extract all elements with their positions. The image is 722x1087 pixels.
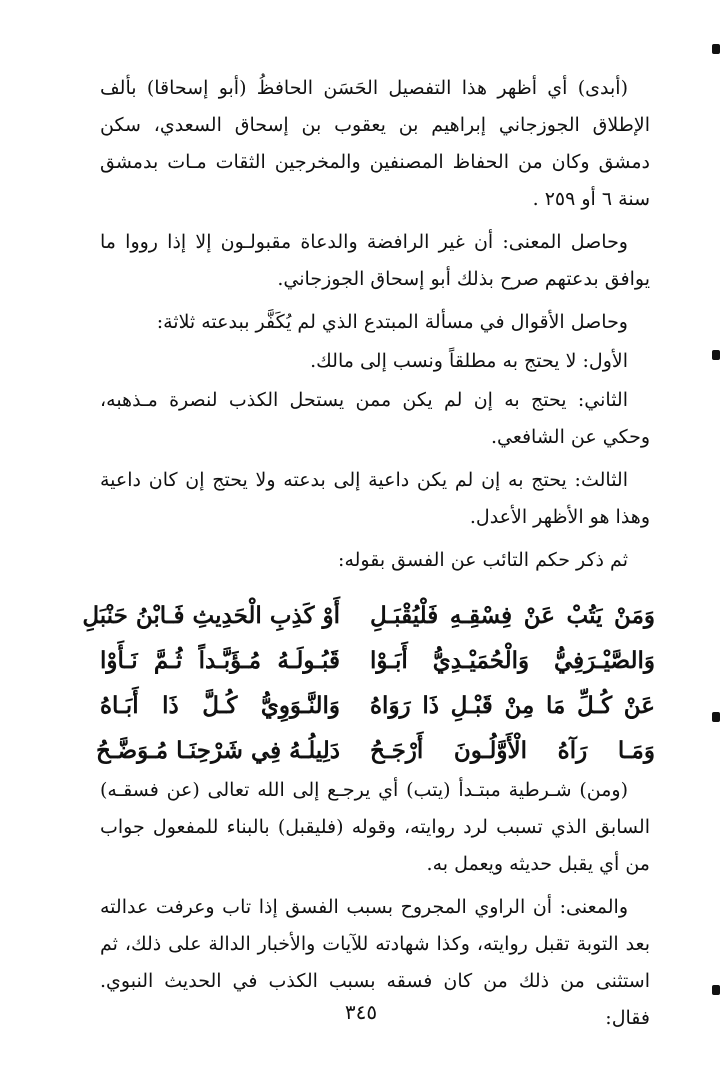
verse-first-hemistich: وَمَنْ يَتُبْ عَنْ فِسْقِـهِ فَلْيُقْبَـلِ bbox=[370, 602, 655, 629]
paragraph-three-opinions: وحاصل الأقوال في مسألة المبتدع الذي لم يُكَفَّر ببدعته ثلاثة: bbox=[156, 311, 628, 333]
verse-second-hemistich: دَلِيلُـهُ فِي شَرْحِنَـا مُـوَضَّـحُ bbox=[96, 737, 340, 764]
margin-mark-bottom bbox=[712, 985, 720, 995]
poem-verses bbox=[82, 593, 655, 773]
verse-first-hemistich: وَالصَّيْـرَفِيُّ وَالْحُمَيْـدِيُّ أَبَـوْا bbox=[370, 647, 655, 674]
verse-row bbox=[100, 683, 655, 728]
paragraph-third-opinion: الثالث: يحتج به إن لم يكن داعية إلى بدعته ولا يحتج إن كان داعية وهذا هو الأظهر الأعدل. bbox=[100, 469, 650, 528]
verse-row bbox=[82, 593, 655, 638]
paragraph-repentant-intro: ثم ذكر حكم التائب عن الفسق بقوله: bbox=[338, 549, 628, 571]
verse-first-hemistich: عَنْ كُـلِّ مَا مِنْ قَبْـلِ ذَا رَوَاهُ bbox=[370, 692, 655, 719]
page-number: ٣٤٥ bbox=[344, 1000, 378, 1024]
paragraph-commentary: (ومن) شـرطية مبتـدأ (يتب) أي يرجـع إلى الله تعالى (عن فسقـه) السابق الذي تسبب لرد روايته، وقوله (فليقبل) بالبناء للمفعول جواب من أي يقبل حديثه ويعمل به. bbox=[100, 779, 650, 875]
paragraph-meaning-repentance: والمعنى: أن الراوي المجروح بسبب الفسق إذا تاب وعرفت عدالته بعد التوبة تقبل روايته، وكذا شهادته للآيات والأخبار الدالة على ذلك، ثم استثنى من ذلك من كان فسقه بسبب الكذب في الحديث النبوي. فقال: bbox=[100, 896, 650, 1029]
text-block-top bbox=[100, 70, 650, 585]
paragraph-first-opinion: الأول: لا يحتج به مطلقاً ونسب إلى مالك. bbox=[310, 350, 628, 372]
verse-row bbox=[100, 638, 655, 683]
margin-mark-middle bbox=[712, 712, 720, 722]
verse-second-hemistich: وَالنَّـوَوِيُّ كُـلَّ ذَا أَبَـاهُ bbox=[100, 692, 340, 719]
paragraph-second-opinion: الثاني: يحتج به إن لم يكن ممن يستحل الكذب لنصرة مـذهبه، وحكي عن الشافعي. bbox=[100, 389, 650, 448]
verse-row bbox=[96, 728, 655, 773]
verse-second-hemistich: قَبُـولَـهُ مُـؤَبَّـداً ثُـمَّ نَـأَوْا bbox=[100, 647, 340, 674]
paragraph-abda: (أبدى) أي أظهر هذا التفصيل الحَسَن الحافظُ (أبو إسحاقا) بألف الإطلاق الجوزجاني إبراهيم بن يعقوب بن إسحاق السعدي، سكن دمشق وكان من الحفاظ المصنفين والمخرجين الثقات مـات بدمشق سنة ٦ أو ٢٥٩ . bbox=[100, 77, 650, 210]
verse-first-hemistich: وَمَـا رَآهُ الْأَوَّلُـونَ أَرْجَـحُ bbox=[370, 737, 655, 764]
paragraph-meaning-summary: وحاصل المعنى: أن غير الرافضة والدعاة مقبولـون إلا إذا رووا ما يوافق بدعتهم صرح بذلك أبو إسحاق الجوزجاني. bbox=[100, 231, 650, 290]
margin-mark-top bbox=[712, 44, 720, 54]
verse-second-hemistich: أَوْ كَذِبِ الْحَدِيثِ فَـابْنُ حَنْبَلِ bbox=[82, 602, 340, 629]
margin-mark-upper bbox=[712, 350, 720, 360]
